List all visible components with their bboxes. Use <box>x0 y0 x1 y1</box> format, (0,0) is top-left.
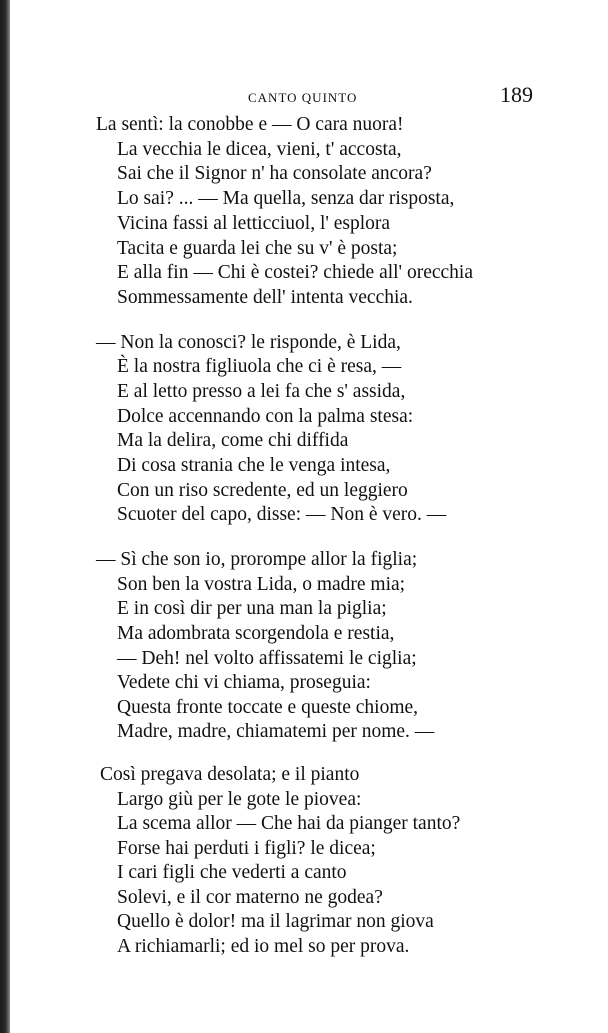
verse-line: Dolce accennando con la palma stesa: <box>117 406 414 427</box>
verse-line: Ma la delira, come chi diffida <box>117 430 349 451</box>
verse-line: Vicina fassi al letticciuol, l' esplora <box>117 213 391 234</box>
verse-line: Madre, madre, chiamatemi per nome. — <box>117 721 435 742</box>
verse-line: Largo giù per le gote le piovea: <box>117 789 362 810</box>
verse-line: Quello è dolor! ma il lagrimar non giova <box>117 911 434 932</box>
page-number: 189 <box>500 82 533 107</box>
verse-line: Sai che il Signor n' ha consolate ancora? <box>117 163 432 184</box>
verse-line: La scema allor — Che hai da pianger tanto? <box>117 813 461 834</box>
verse-line: Solevi, e il cor materno ne godea? <box>117 887 383 908</box>
verse-line: Con un riso scredente, ed un leggiero <box>117 480 408 501</box>
verse-line: Così pregava desolata; e il pianto <box>100 764 360 785</box>
binding-edge <box>0 0 10 1033</box>
verse-line: Sommessamente dell' intenta vecchia. <box>117 287 413 308</box>
verse-line: E al letto presso a lei fa che s' assida, <box>117 381 406 402</box>
verse-line: Scuoter del capo, disse: — Non è vero. — <box>117 504 447 525</box>
verse-line: La vecchia le dicea, vieni, t' accosta, <box>117 139 402 160</box>
verse-line: A richiamarli; ed io mel so per prova. <box>117 936 410 957</box>
verse-line: E alla fin — Chi è costei? chiede all' orecchia <box>117 262 473 283</box>
verse-line: Forse hai perduti i figli? le dicea; <box>117 838 376 859</box>
verse-line: E in così dir per una man la piglia; <box>117 598 387 619</box>
verse-line: — Non la conosci? le risponde, è Lida, <box>96 332 401 353</box>
verse-line: I cari figli che vederti a canto <box>117 862 347 883</box>
verse-line: Lo sai? ... — Ma quella, senza dar risposta, <box>117 188 455 209</box>
verse-line: Vedete chi vi chiama, proseguia: <box>117 672 371 693</box>
verse-line: Ma adombrata scorgendola e restia, <box>117 623 395 644</box>
verse-line: — Sì che son io, prorompe allor la figlia; <box>96 549 418 570</box>
verse-line: — Deh! nel volto affissatemi le ciglia; <box>117 648 417 669</box>
verse-line: È la nostra figliuola che ci è resa, — <box>117 356 402 377</box>
verse-line: Di cosa strania che le venga intesa, <box>117 455 391 476</box>
verse-line: Questa fronte toccate e queste chiome, <box>117 697 419 718</box>
verse-line: Son ben la vostra Lida, o madre mia; <box>117 574 406 595</box>
running-head: CANTO QUINTO <box>248 90 358 105</box>
verse-line: Tacita e guarda lei che su v' è posta; <box>117 238 398 259</box>
verse-line: La sentì: la conobbe e — O cara nuora! <box>96 114 404 135</box>
